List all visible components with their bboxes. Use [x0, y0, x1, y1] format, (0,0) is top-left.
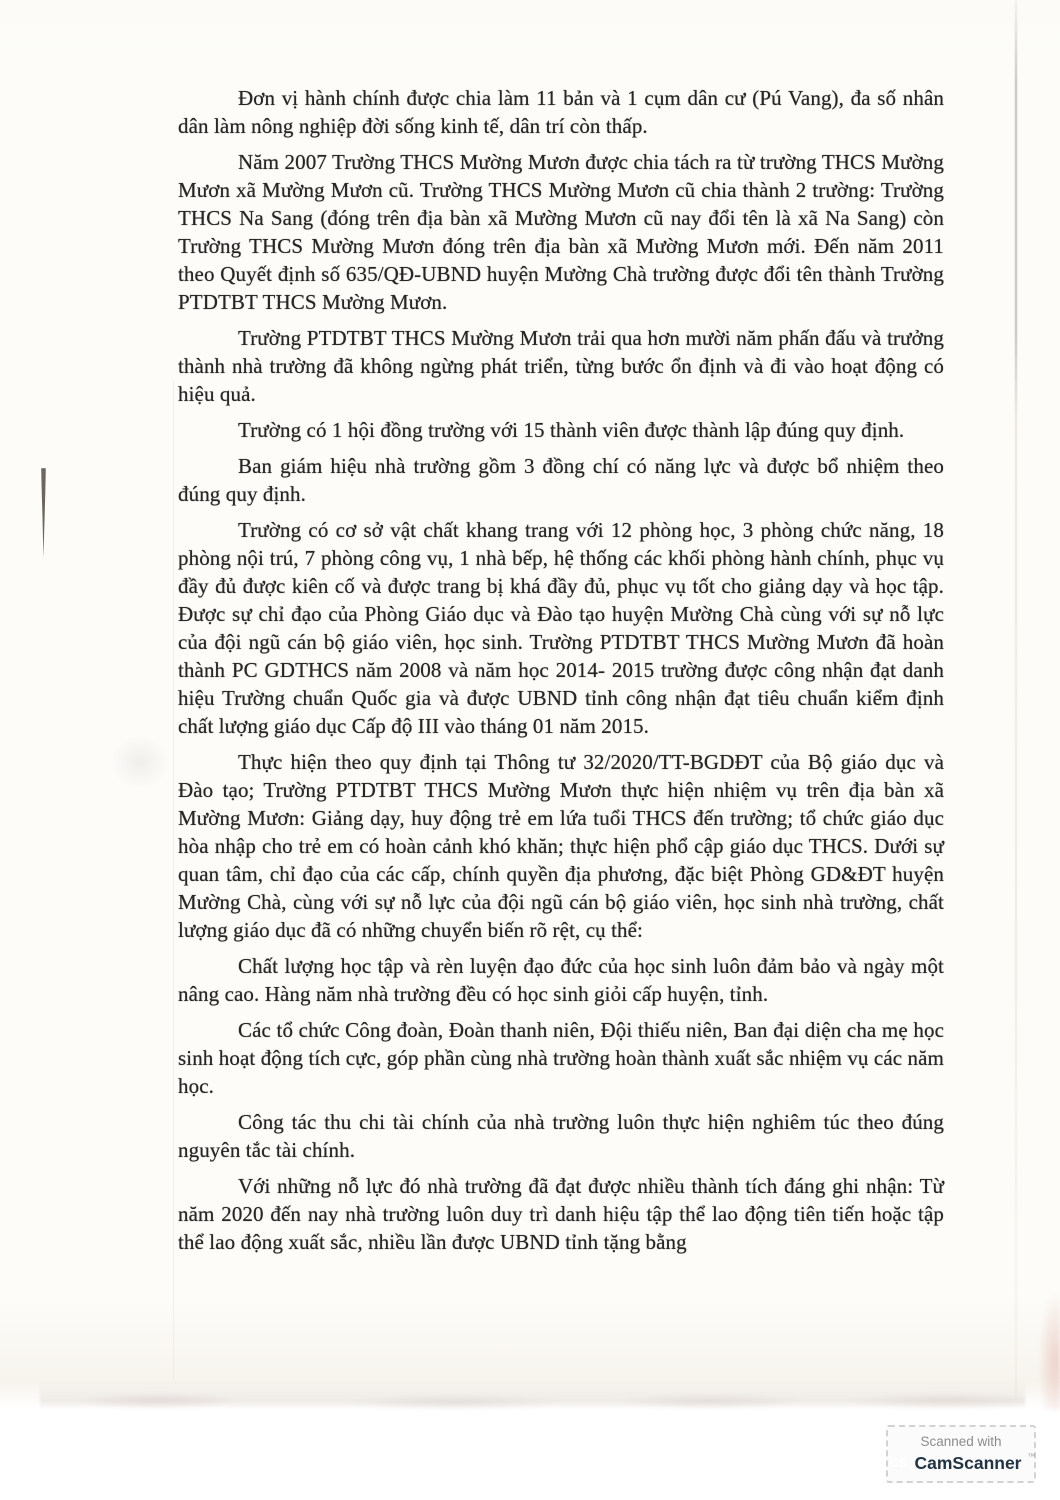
paragraph-facilities: Trường có cơ sở vật chất khang trang với 12 phòng học, 3 phòng chức năng, 18 phòng nội trú, 7 phòng công vụ, 1 nhà bếp, hệ thống các khối phòng hành chính, phục vụ đầy đủ được kiên cố và được trang bị khá đầy đủ, phục vụ tốt cho giảng dạy và học tập. Được sự chỉ đạo của Phòng Giáo dục và Đào tạo huyện Mường Chà cùng với sự nỗ lực của đội ngũ cán bộ giáo viên, học sinh. Trường PTDTBT THCS Mường Mươn đã hoàn thành PC GDTHCS năm 2008 và năm học 2014- 2015 trường được công nhận đạt danh hiệu Trường chuẩn Quốc gia và được UBND tỉnh công nhận đạt tiêu chuẩn kiểm định chất lượng giáo dục Cấp độ III vào tháng 01 năm 2015. — [178, 518, 944, 738]
paragraph-study-quality: Chất lượng học tập và rèn luyện đạo đức của học sinh luôn đảm bảo và ngày một nâng cao. Hàng năm nhà trường đều có học sinh giỏi cấp huyện, tỉnh. — [178, 954, 944, 1006]
document-body — [178, 84, 944, 1264]
camscanner-logo-icon: CS — [889, 1455, 908, 1470]
paragraph-school-growth: Trường PTDTBT THCS Mường Mươn trải qua hơn mười năm phấn đấu và trưởng thành nhà trường đã không ngừng phát triển, từng bước ổn định và đi vào hoạt động có hiệu quả. — [178, 326, 944, 406]
scan-smudge — [110, 735, 170, 790]
scan-fold-line — [1015, 0, 1017, 1400]
paragraph-school-history: Năm 2007 Trường THCS Mường Mươn được chia tách ra từ trường THCS Mường Mươn xã Mường Mươn cũ. Trường THCS Mường Mươn cũ chia thành 2 trường: Trường THCS Na Sang (đóng trên địa bàn xã Mường Mươn cũ nay đổi tên là xã Na Sang) còn Trường THCS Mường Mươn đóng trên địa bàn xã Mường Mươn mới. Đến năm 2011 theo Quyết định số 635/QĐ-UBND huyện Mường Chà trường được đổi tên thành Trường PTDTBT THCS Mường Mươn. — [178, 150, 944, 314]
paragraph-admin-units: Đơn vị hành chính được chia làm 11 bản và 1 cụm dân cư (Pú Vang), đa số nhân dân làm nông nghiệp đời sống kinh tế, dân trí còn thấp. — [178, 86, 944, 138]
paper-bottom-edge — [40, 1380, 1025, 1410]
camscanner-wordmark — [888, 1452, 1035, 1474]
paragraph-circular-32: Thực hiện theo quy định tại Thông tư 32/2020/TT-BGDĐT của Bộ giáo dục và Đào tạo; Trường PTDTBT THCS Mường Mươn thực hiện nhiệm vụ trên địa bàn xã Mường Mươn: Giảng dạy, huy động trẻ em lứa tuổi THCS đến trường; tổ chức giáo dục hòa nhập cho trẻ em có hoàn cảnh khó khăn; thực hiện phổ cập giáo dục THCS. Dưới sự quan tâm, chỉ đạo của các cấp, chính quyền địa phương, đặc biệt Phòng GD&ĐT huyện Mường Chà, cùng với sự nỗ lực của đội ngũ cán bộ giáo viên, học sinh nhà trường, chất lượng giáo dục đã có những chuyển biến rõ rệt, cụ thể: — [178, 750, 944, 942]
scan-edge-artifact — [1038, 1290, 1060, 1410]
paragraph-finance: Công tác thu chi tài chính của nhà trường luôn thực hiện nghiêm túc theo đúng nguyên tắc tài chính. — [178, 1110, 944, 1162]
paragraph-management: Ban giám hiệu nhà trường gồm 3 đồng chí có năng lực và được bổ nhiệm theo đúng quy định. — [178, 454, 944, 506]
trademark-symbol: ™ — [1027, 1452, 1036, 1461]
paragraph-school-board: Trường có 1 hội đồng trường với 15 thành viên được thành lập đúng quy định. — [238, 418, 905, 442]
camscanner-badge — [886, 1425, 1036, 1483]
camscanner-app-name: CamScanner — [914, 1452, 1022, 1473]
scanned-with-label: Scanned with — [920, 1433, 1002, 1449]
scan-fold-line-faint — [173, 380, 174, 1380]
paragraph-achievements: Với những nỗ lực đó nhà trường đã đạt được nhiều thành tích đáng ghi nhận: Từ năm 2020 đến nay nhà trường luôn duy trì danh hiệu tập thể lao động tiên tiến hoặc tập thể lao động xuất sắc, nhiều lần được UBND tỉnh tặng bằng — [178, 1174, 944, 1254]
scan-pen-mark — [41, 468, 46, 558]
paragraph-organizations: Các tổ chức Công đoàn, Đoàn thanh niên, Đội thiếu niên, Ban đại diện cha mẹ học sinh hoạt động tích cực, góp phần cùng nhà trường hoàn thành xuất sắc nhiệm vụ các năm học. — [178, 1018, 944, 1098]
